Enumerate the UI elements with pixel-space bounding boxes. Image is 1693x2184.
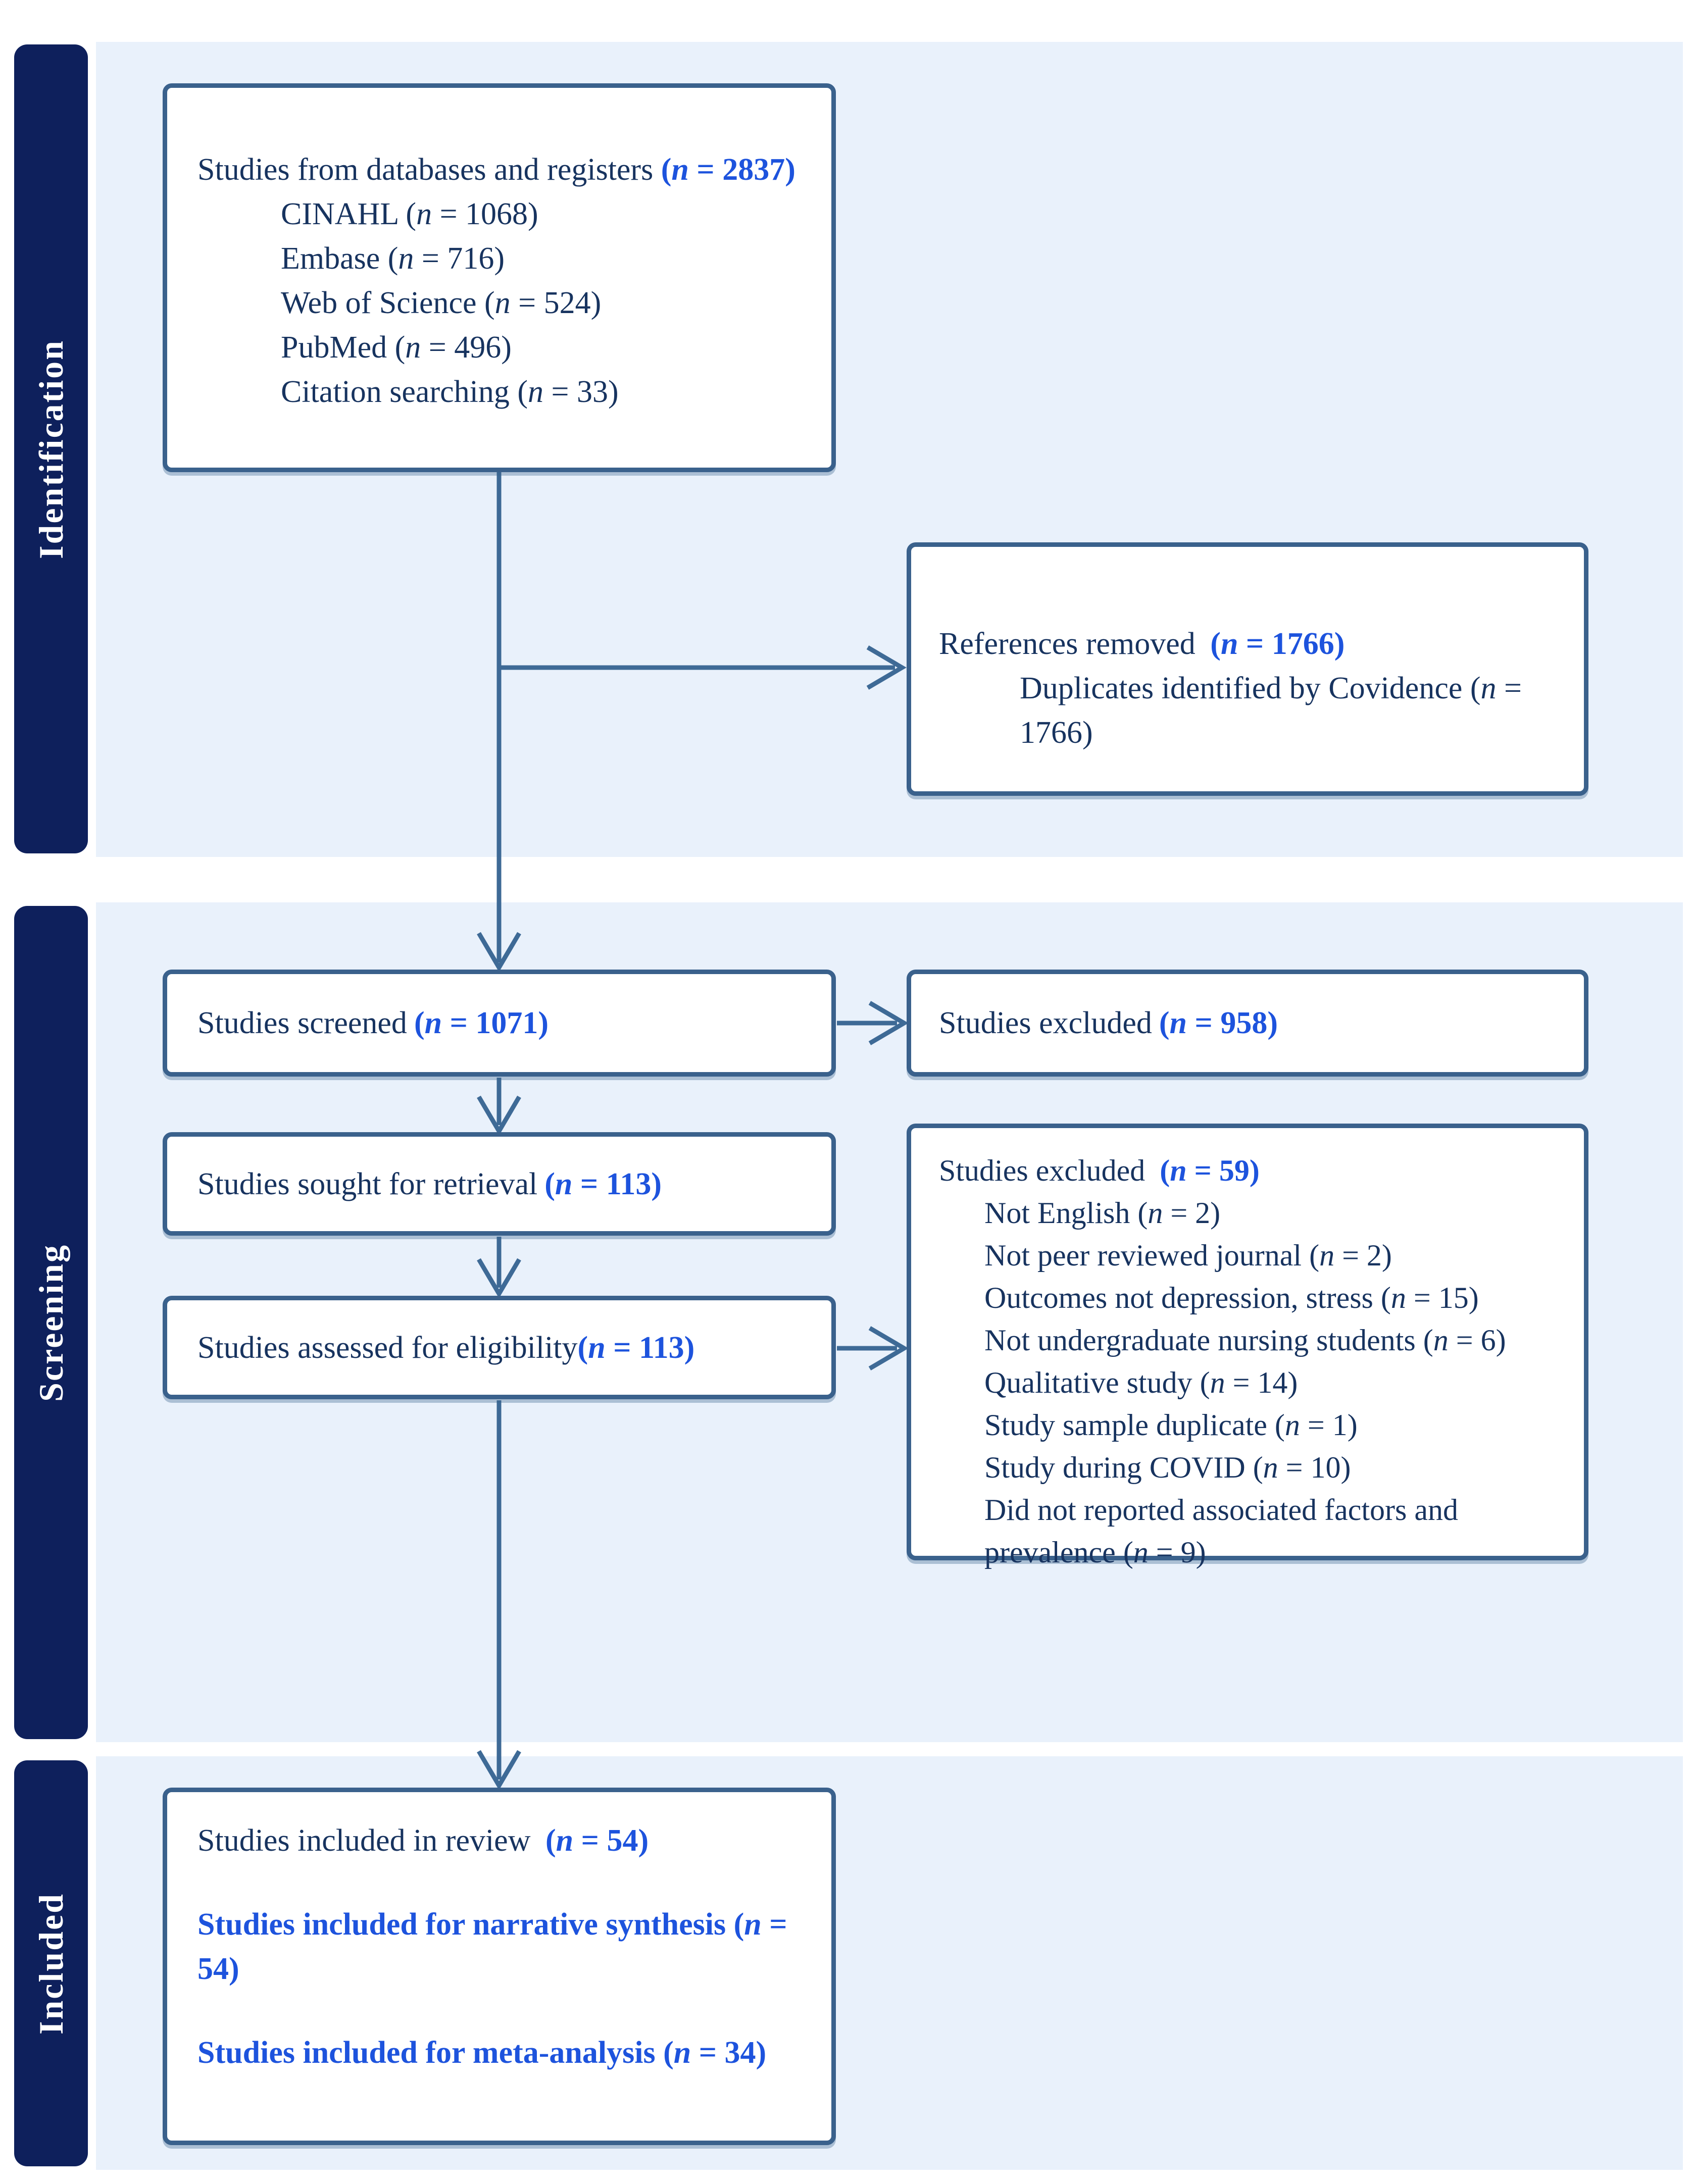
list-item: Not English (n = 2)	[984, 1196, 1221, 1230]
title-count: (n = 59)	[1160, 1154, 1260, 1187]
title-count: (n = 113)	[577, 1330, 695, 1365]
box-studies-excluded-screening	[907, 970, 1588, 1077]
title-text: Studies excluded	[939, 1154, 1153, 1187]
list-item: Not peer reviewed journal (n = 2)	[984, 1239, 1392, 1272]
list-item: Did not reported associated factors and prevalence (n = 9)	[984, 1493, 1458, 1569]
title-count: (n = 1766)	[1210, 627, 1345, 661]
title-text: Studies sought for retrieval	[197, 1166, 538, 1201]
title-count: (n = 113)	[544, 1166, 662, 1201]
title-text: Studies excluded	[939, 1006, 1152, 1040]
list-item: Citation searching (n = 33)	[281, 375, 619, 409]
box-studies-screened	[163, 970, 836, 1077]
title-count: (n = 2837)	[661, 153, 795, 187]
title-count: (n = 1071)	[414, 1006, 549, 1040]
list-item: Study during COVID (n = 10)	[984, 1451, 1351, 1484]
list-item: Study sample duplicate (n = 1)	[984, 1408, 1358, 1442]
box-title	[939, 622, 1561, 666]
included-label: Included	[31, 1892, 70, 2035]
box-studies-assessed	[163, 1296, 836, 1399]
list-item: Duplicates identified by Covidence (n = 1766)	[1020, 671, 1522, 750]
included-review-line: Studies included in review (n = 54)	[197, 1823, 649, 1858]
title-text: Studies screened	[197, 1006, 407, 1040]
list-item: Embase (n = 716)	[281, 241, 505, 276]
title-count: (n = 958)	[1159, 1006, 1278, 1040]
list-item: Qualitative study (n = 14)	[984, 1366, 1298, 1399]
box-references-removed	[907, 542, 1588, 796]
included-meta-line: Studies included for meta-analysis (n = 34)	[197, 2036, 767, 2070]
identification-label: Identification	[31, 339, 70, 559]
box-title	[939, 1149, 1561, 1192]
sidebar-identification-bar	[14, 44, 88, 853]
list-item: PubMed (n = 496)	[281, 330, 512, 365]
included-narrative-line: Studies included for narrative synthesis (n = 54)	[197, 1907, 787, 1986]
list-item: Outcomes not depression, stress (n = 15)	[984, 1281, 1479, 1314]
box-studies-included	[163, 1788, 836, 2145]
box-title	[197, 147, 806, 192]
list-item: Not undergraduate nursing students (n = 6)	[984, 1324, 1506, 1357]
box-databases-registers	[163, 83, 836, 472]
sidebar-included-bar	[14, 1760, 88, 2166]
title-text: Studies from databases and registers	[197, 153, 661, 187]
title-text: References removed	[939, 627, 1204, 661]
sidebar-screening-bar	[14, 906, 88, 1739]
box-studies-sought	[163, 1132, 836, 1236]
list-item: CINAHL (n = 1068)	[281, 197, 538, 231]
screening-label: Screening	[31, 1243, 70, 1402]
box-studies-excluded-eligibility	[907, 1124, 1588, 1569]
title-text: Studies assessed for eligibility	[197, 1330, 578, 1365]
list-item: Web of Science (n = 524)	[281, 286, 602, 320]
